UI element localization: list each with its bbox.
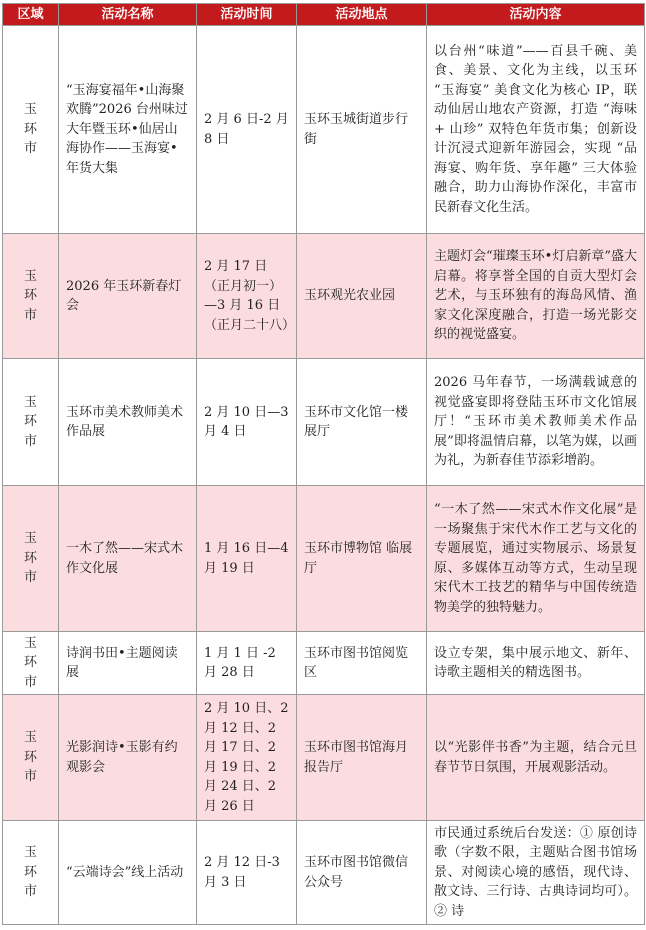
region-cell: 玉环市 <box>3 695 59 821</box>
time-cell: 1 月 16 日—4 月 19 日 <box>197 486 297 632</box>
header-row <box>3 4 645 26</box>
table-row <box>3 632 645 695</box>
table-row <box>3 821 645 925</box>
name-cell: 诗润书田•主题阅读展 <box>59 632 197 695</box>
place-cell: 玉环市图书馆海月报告厅 <box>297 695 427 821</box>
content-cell: 市民通过系统后台发送：① 原创诗歌（字数不限，主题贴合图书馆场景、对阅读心境的感悟，现代诗、散文诗、三行诗、古典诗词均可）。② 诗 <box>427 821 645 925</box>
name-cell: 玉环市美术教师美术作品展 <box>59 359 197 486</box>
place-cell: 玉环观光农业园 <box>297 234 427 359</box>
name-cell: “云端诗会”线上活动 <box>59 821 197 925</box>
region-cell: 玉环市 <box>3 359 59 486</box>
content-cell: 以“光影伴书香”为主题，结合元旦春节节日氛围，开展观影活动。 <box>427 695 645 821</box>
time-cell: 2 月 12 日-3 月 3 日 <box>197 821 297 925</box>
content-cell: 设立专架，集中展示地文、新年、诗歌主题相关的精选图书。 <box>427 632 645 695</box>
place-cell: 玉环玉城街道步行街 <box>297 26 427 234</box>
place-cell: 玉环市博物馆 临展厅 <box>297 486 427 632</box>
table-row <box>3 26 645 234</box>
time-cell: 2 月 10 日—3 月 4 日 <box>197 359 297 486</box>
header-region: 区域 <box>3 4 59 26</box>
name-cell: 一木了然——宋式木作文化展 <box>59 486 197 632</box>
region-cell: 玉环市 <box>3 486 59 632</box>
name-cell: 2026 年玉环新春灯会 <box>59 234 197 359</box>
content-cell: 主题灯会“璀璨玉环•灯启新章”盛大启幕。将享誉全国的自贡大型灯会艺术，与玉环独有的海岛风情、渔家文化深度融合，打造一场光影交织的视觉盛宴。 <box>427 234 645 359</box>
region-cell: 玉环市 <box>3 234 59 359</box>
name-cell: 光影润诗•玉影有约观影会 <box>59 695 197 821</box>
header-name: 活动名称 <box>59 4 197 26</box>
time-cell: 2 月 17 日（正月初一）—3 月 16 日（正月二十八） <box>197 234 297 359</box>
time-cell: 2 月 6 日-2 月 8 日 <box>197 26 297 234</box>
content-cell: “一木了然——宋式木作文化展”是一场聚焦于宋代木作工艺与文化的专题展览，通过实物展示、场景复原、多媒体互动等方式，生动呈现宋代木工技艺的精华与中国传统造物美学的独特魅力。 <box>427 486 645 632</box>
header-time: 活动时间 <box>197 4 297 26</box>
region-cell: 玉环市 <box>3 632 59 695</box>
header-content: 活动内容 <box>427 4 645 26</box>
header-place: 活动地点 <box>297 4 427 26</box>
name-cell: “玉海宴福年•山海聚欢腾”2026 台州味过大年暨玉环•仙居山海协作——玉海宴•年货大集 <box>59 26 197 234</box>
content-cell: 2026 马年春节，一场满载诚意的视觉盛宴即将登陆玉环市文化馆展厅！“玉环市美术教师美术作品展”即将温情启幕，以笔为媒，以画为礼，为新春佳节添彩增韵。 <box>427 359 645 486</box>
region-cell: 玉环市 <box>3 26 59 234</box>
table-row <box>3 695 645 821</box>
place-cell: 玉环市图书馆微信公众号 <box>297 821 427 925</box>
time-cell: 2 月 10 日、2 月 12 日、2 月 17 日、2 月 19 日、2 月 24 日、2 月 26 日 <box>197 695 297 821</box>
content-cell: 以台州“味道”——百县千碗、美食、美景、文化为主线，以玉环 “玉海宴” 美食文化为核心 IP，联动仙居山地农产资源，打造 “海味 + 山珍” 双特色年货市集；创新设计沉浸式迎新年游园会，实现 “品海宴、购年货、享年趣” 三大体验融合，助力山海协作深化，丰富市民新春文化生活。 <box>427 26 645 234</box>
table-row <box>3 486 645 632</box>
place-cell: 玉环市图书馆阅览区 <box>297 632 427 695</box>
table-row <box>3 359 645 486</box>
events-table <box>2 3 645 925</box>
time-cell: 1 月 1 日 -2 月 28 日 <box>197 632 297 695</box>
table-row <box>3 234 645 359</box>
region-cell: 玉环市 <box>3 821 59 925</box>
place-cell: 玉环市文化馆一楼展厅 <box>297 359 427 486</box>
